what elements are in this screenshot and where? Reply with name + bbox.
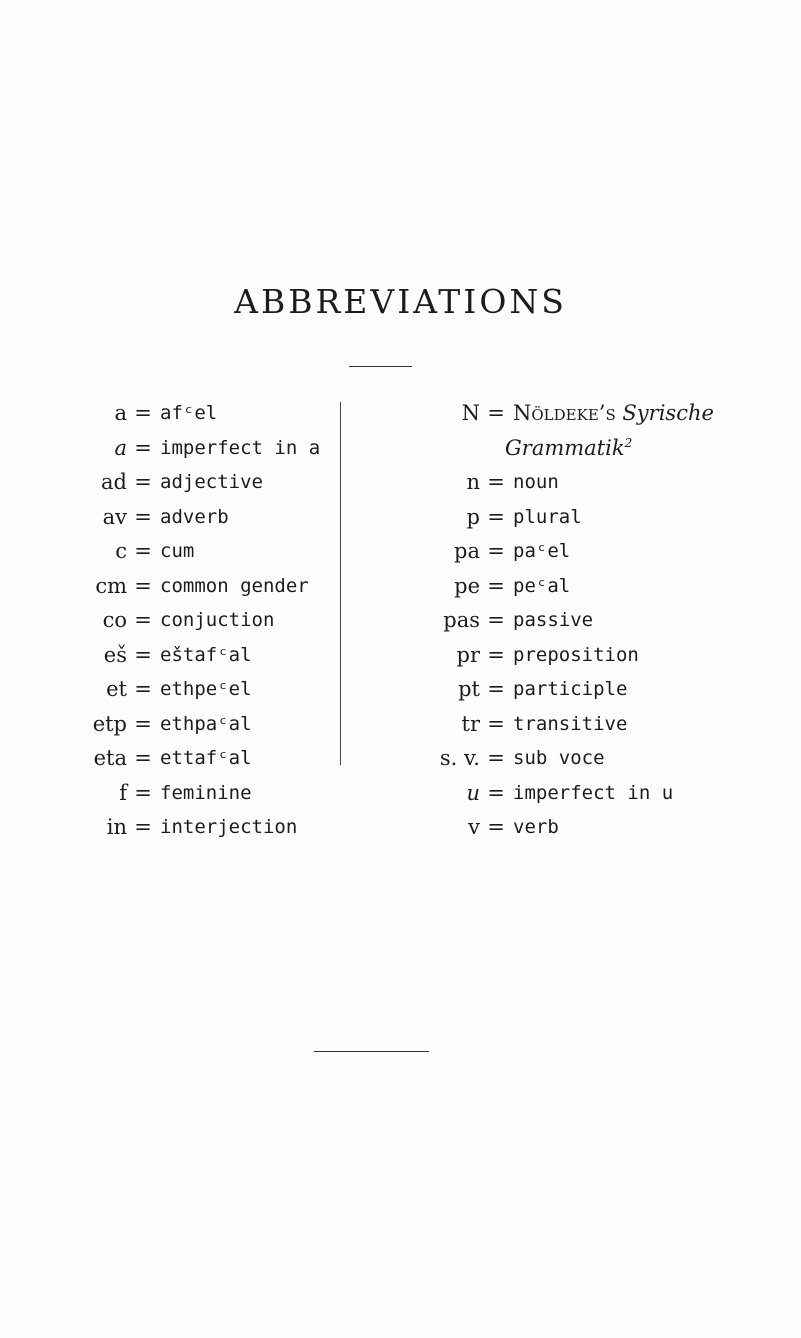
- equals-sign: =: [134, 608, 152, 632]
- definition: common gender: [160, 574, 309, 597]
- equals-sign: =: [134, 815, 152, 839]
- abbreviation: pas: [443, 608, 480, 632]
- abbreviation: s. v.: [439, 746, 480, 770]
- equals-sign: =: [134, 435, 152, 460]
- equals-sign: =: [487, 677, 505, 701]
- definition: ethpeᶜel: [160, 678, 252, 700]
- abbreviation: c: [115, 539, 127, 563]
- definition: cum: [160, 540, 195, 562]
- equals-sign: =: [134, 401, 152, 425]
- definition: imperfect in a: [160, 436, 321, 459]
- abbreviation: pe: [454, 573, 480, 598]
- abbreviation: co: [102, 608, 127, 632]
- abbreviation-row: [345, 638, 714, 673]
- definition: transitive: [513, 712, 628, 735]
- abbreviation: pt: [458, 677, 480, 701]
- definition: passive: [513, 609, 594, 631]
- definition: preposition: [513, 643, 639, 666]
- abbreviation: av: [102, 504, 127, 529]
- equals-sign: =: [487, 470, 505, 494]
- footnote-marker: 2: [624, 435, 633, 450]
- abbreviation-row: [345, 396, 714, 431]
- definition: ethpaᶜal: [160, 712, 252, 735]
- column-divider: [340, 402, 341, 765]
- definition: [506, 396, 714, 431]
- abbreviation: eta: [93, 746, 127, 770]
- abbreviation-row: [0, 500, 320, 535]
- abbreviation-row: [0, 534, 320, 569]
- abbreviation: in: [106, 815, 127, 839]
- abbreviation: u: [466, 780, 480, 805]
- equals-sign: =: [487, 815, 505, 839]
- closing-rule: [314, 1051, 429, 1052]
- abbreviation-row: [0, 741, 320, 776]
- abbreviation: n: [466, 470, 480, 494]
- abbreviation-row: [0, 776, 320, 811]
- work-title: Syrische: [622, 401, 714, 425]
- definition: paᶜel: [513, 540, 571, 562]
- equals-sign: =: [134, 539, 152, 563]
- definition: afᶜel: [160, 402, 218, 424]
- equals-sign: =: [134, 711, 152, 736]
- equals-sign: =: [487, 642, 505, 667]
- equals-sign: =: [487, 608, 505, 632]
- definition: plural: [513, 505, 582, 528]
- equals-sign: =: [134, 642, 152, 667]
- abbreviation-row: [0, 707, 320, 742]
- abbreviation-row: [0, 431, 320, 466]
- definition: ettafᶜal: [160, 747, 252, 769]
- abbreviation: N: [461, 401, 480, 425]
- abbreviation-row: [0, 810, 320, 845]
- abbreviation: etp: [92, 711, 127, 736]
- abbreviation-row: [0, 396, 320, 431]
- equals-sign: =: [487, 711, 505, 736]
- abbreviation-row: [0, 465, 320, 500]
- equals-sign: =: [134, 573, 152, 598]
- equals-sign: =: [134, 677, 152, 701]
- abbreviation-row: [345, 569, 714, 604]
- abbreviation: f: [119, 780, 127, 805]
- equals-sign: =: [134, 780, 152, 805]
- abbreviation-row: [345, 534, 714, 569]
- abbreviation-row: [0, 638, 320, 673]
- equals-sign: =: [487, 780, 505, 805]
- abbreviation: a: [114, 435, 127, 460]
- equals-sign: =: [134, 504, 152, 529]
- abbreviation-row: [345, 707, 714, 742]
- definition: imperfect in u: [513, 781, 674, 804]
- abbreviation: tr: [461, 711, 480, 736]
- abbreviation-row: [345, 672, 714, 707]
- definition: feminine: [160, 781, 252, 804]
- abbreviation: ad: [101, 470, 127, 494]
- definition: adverb: [160, 505, 229, 528]
- definition: conjuction: [160, 609, 275, 631]
- equals-sign: =: [487, 539, 505, 563]
- definition: participle: [513, 678, 628, 700]
- definition: interjection: [160, 816, 298, 838]
- abbreviation-row: [345, 776, 714, 811]
- abbreviation: a: [114, 401, 127, 425]
- equals-sign: =: [134, 470, 152, 494]
- abbreviation-row: [345, 810, 714, 845]
- page-title: ABBREVIATIONS: [234, 282, 567, 321]
- abbreviation: pa: [454, 539, 480, 563]
- equals-sign: =: [487, 746, 505, 770]
- definition: verb: [513, 816, 559, 838]
- abbreviation-row: [345, 741, 714, 776]
- definition: eštafᶜal: [160, 643, 252, 666]
- equals-sign: =: [487, 573, 505, 598]
- equals-sign: =: [487, 401, 505, 425]
- abbreviation-row: [345, 500, 714, 535]
- abbreviation: p: [466, 504, 480, 529]
- abbreviation-row: [0, 569, 320, 604]
- abbreviation-row: [345, 603, 714, 638]
- abbreviation: et: [106, 677, 127, 701]
- abbreviation: cm: [95, 573, 127, 598]
- right-abbreviation-column: [345, 396, 714, 845]
- definition: peᶜal: [513, 574, 571, 597]
- work-title-continued: Grammatik: [505, 435, 625, 460]
- equals-sign: =: [487, 504, 505, 529]
- definition: sub voce: [513, 747, 605, 769]
- left-abbreviation-column: [0, 396, 320, 845]
- definition: adjective: [160, 471, 263, 493]
- abbreviation-row: [0, 603, 320, 638]
- abbreviation-row: [0, 672, 320, 707]
- title-underline: [349, 366, 412, 367]
- abbreviation: v: [468, 815, 480, 839]
- abbreviation-row: [345, 465, 714, 500]
- author-name: Nöldeke’s: [513, 401, 616, 425]
- definition-continuation: [345, 431, 714, 466]
- equals-sign: =: [134, 746, 152, 770]
- definition: noun: [513, 471, 559, 493]
- abbreviation: pr: [456, 642, 480, 667]
- abbreviation: eš: [103, 642, 127, 667]
